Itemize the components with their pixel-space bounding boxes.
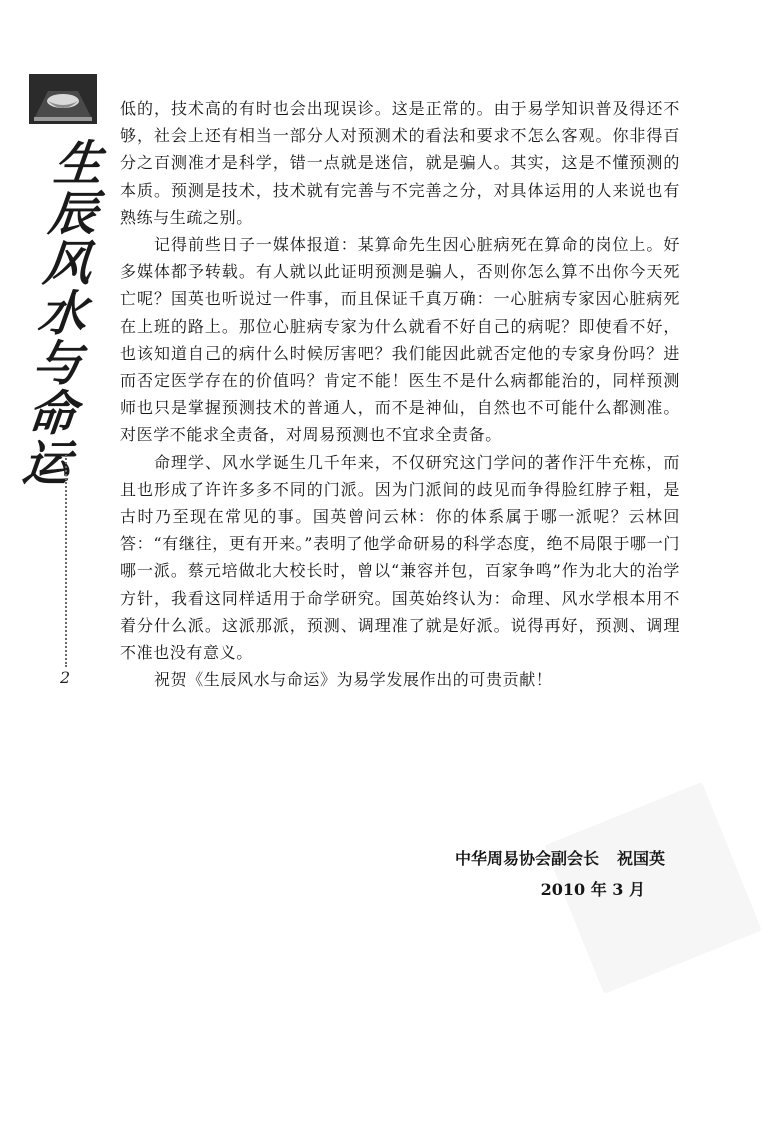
signature-block	[437, 845, 665, 903]
paragraph-2: 记得前些日子一媒体报道：某算命先生因心脏病死在算命的岗位上。好多媒体都予转载。有人就以此证明预测是骗人，否则你怎么算不出你今天死亡呢？国英也听说过一件事，而且保证千真万确：一心脏病专家因心脏病死在上班的路上。那位心脏病专家为什么就看不好自己的病呢？即使看不好，也该知道自己的病什么时候厉害吧？我们能因此就否定他的专家身份吗？进而否定医学存在的价值吗？肯定不能！医生不是什么病都能治的，同样预测师也只是掌握预测技术的普通人，而不是神仙，自然也不可能什么都测准。对医学不能求全责备，对周易预测也不宜求全责备。	[120, 235, 680, 445]
paragraph-1: 低的，技术高的有时也会出现误诊。这是正常的。由于易学知识普及得还不够，社会上还有相当一部分人对预测术的看法和要求不怎么客观。你非得百分之百测准才是科学，错一点就是迷信，就是骗人。其实，这是不懂预测的本质。预测是技术，技术就有完善与不完善之分，对具体运用的人来说也有熟练与生疏之别。	[120, 99, 680, 227]
signature-name-line	[437, 845, 665, 872]
paragraph-4: 祝贺《生辰风水与命运》为易学发展作出的可贵贡献！	[154, 670, 553, 690]
page-number: 2	[60, 668, 71, 687]
body-text	[120, 95, 680, 693]
dotted-divider	[65, 455, 67, 667]
book-emblem-icon	[28, 73, 98, 125]
vertical-book-title: 生辰风水与命运	[11, 138, 105, 488]
paragraph-3: 命理学、风水学诞生几千年来，不仅研究这门学问的著作汗牛充栋，而且也形成了许许多多不同的门派。因为门派间的歧见而争得脸红脖子粗，是古时乃至现在常见的事。国英曾问云林：你的体系属于哪一派呢？云林回答：“有继往，更有开来。”表明了他学命研易的科学态度，绝不局限于哪一门哪一派。蔡元培做北大校长时，曾以“兼容并包，百家争鸣”作为北大的治学方针，我看这同样适用于命学研究。国英始终认为：命理、风水学根本用不着分什么派。这派那派，预测、调理准了就是好派。说得再好，预测、调理不准也没有意义。	[120, 452, 680, 663]
signature-date: 2010 年 3 月	[540, 880, 645, 899]
signature-name: 祝国英	[616, 849, 665, 868]
signature-title: 中华周易协会副会长	[454, 849, 599, 868]
